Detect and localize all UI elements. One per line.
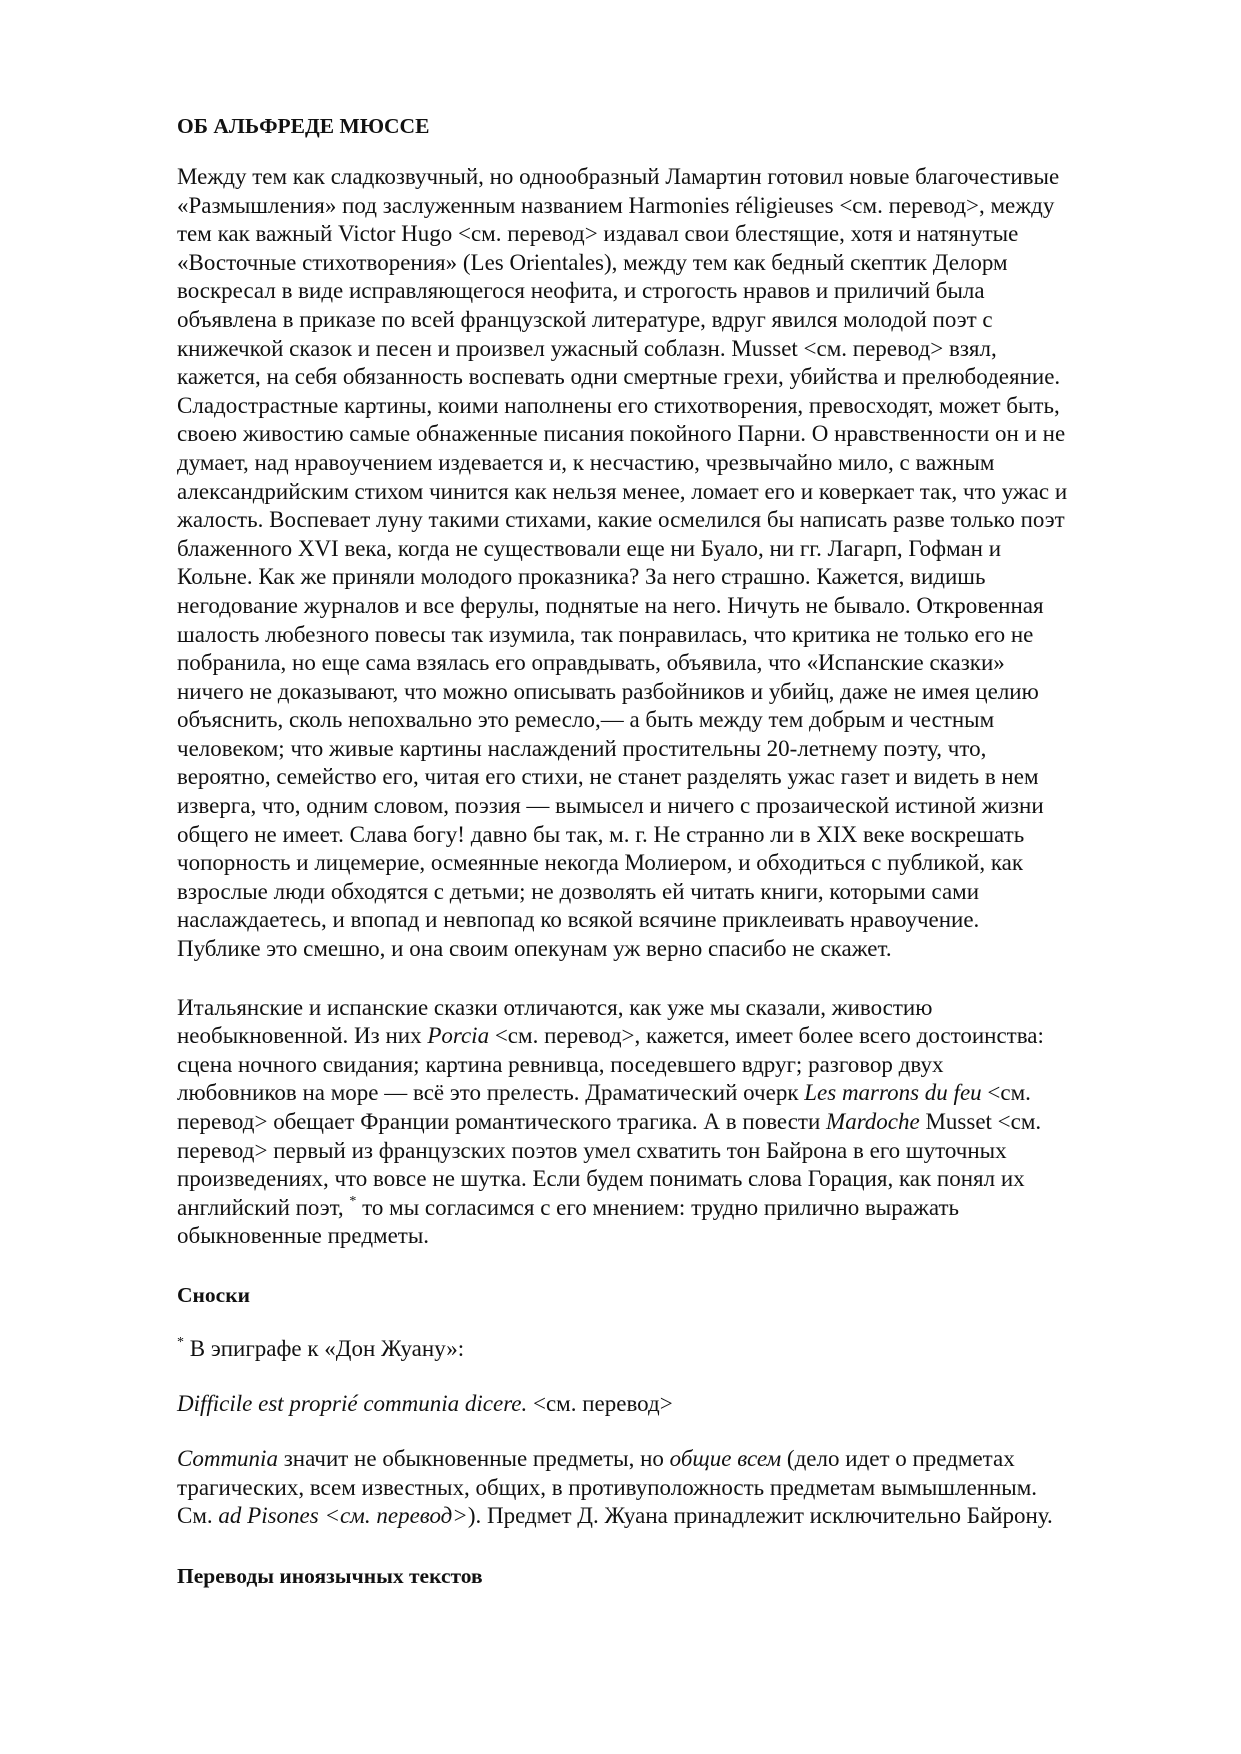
paragraph-line <box>177 1137 1167 1166</box>
paragraph-line <box>177 1022 1167 1051</box>
paragraph-line: Сладострастные картины, коими наполнены его стихотворения, превосходят, может быть, <box>177 392 1060 418</box>
text-run: <см. перевод>, кажется, имеет более всего достоинства: <box>489 1023 1044 1049</box>
text-run: Итальянские и испанские сказки отличаются, как уже мы сказали, живостию <box>177 994 933 1020</box>
text-run: См. <box>177 1503 219 1529</box>
text-run: произведениях, что вовсе не шутка. Если будем понимать слова Горация, как понял их <box>177 1166 1025 1192</box>
footnote-marker: * <box>177 1334 184 1350</box>
text-run: необыкновенной. Из них <box>177 1023 428 1049</box>
footnotes-heading: Сноски <box>177 1282 250 1307</box>
paragraph-line: ничего не доказывают, что можно описывать разбойников и убийц, даже не имея целию <box>177 678 1039 704</box>
footnote-reference[interactable]: * <box>349 1193 357 1209</box>
paragraph-line: человеком; что живые картины наслаждений простительны 20-летнему поэту, что, <box>177 735 987 761</box>
text-run: значит не обыкновенные предметы, но <box>277 1446 670 1472</box>
latin-quote: Difficile est proprié communia dicere. <box>177 1390 528 1416</box>
footnote-explanation <box>177 1445 1167 1531</box>
paragraph-line: жалость. Воспевает луну такими стихами, какие осмелился бы написать разве только поэт <box>177 507 1065 533</box>
paragraph-line: александрийским стихом чинится как нельзя менее, ломает его и коверкает так, что ужас и <box>177 478 1068 504</box>
text-run: любовников на море — всё это прелесть. Драматический очерк <box>177 1080 805 1106</box>
text-run: Musset <см. <box>919 1109 1042 1134</box>
paragraph-line: тем как важный Victor Hugo <см. перевод> издавал свои блестящие, хотя и натянутые <box>177 221 1019 247</box>
paragraph-line <box>177 1194 1167 1223</box>
footnote-quote <box>177 1390 1167 1419</box>
paragraph-line <box>177 1108 1167 1137</box>
italic-title-mardoche: Mardoche <box>826 1109 920 1134</box>
paragraph-line: Публике это смешно, и она своим опекунам уж верно спасибо не скажет. <box>177 936 892 962</box>
paragraph-line: вероятно, семейство его, читая его стихи, не станет разделять ужас газет и видеть в нем <box>177 764 1039 790</box>
paragraph-line <box>177 1474 1167 1503</box>
italic-title-porcia: Porcia <box>427 1023 490 1049</box>
text-run: обыкновенные предметы. <box>177 1223 430 1249</box>
paragraph-line: блаженного XVI века, когда не существовали еще ни Буало, ни гг. Лагарп, Гофман и <box>177 535 1002 561</box>
italic-term: Communia <box>177 1446 278 1472</box>
paragraph-line: своею живостию самые обнаженные писания покойного Парни. О нравственности он и не <box>177 421 1066 447</box>
paragraph-line <box>177 994 1167 1023</box>
body-paragraph-1 <box>177 163 1167 964</box>
paragraph-line: шалость любезного повесы так изумила, так понравилась, что критика не только его не <box>177 621 1034 647</box>
paragraph-line: думает, над нравоучением издевается и, к несчастию, чрезвычайно мило, с важным <box>177 449 995 475</box>
paragraph-line: «Восточные стихотворения» (Les Orientales), между тем как бедный скептик Делорм <box>177 249 1008 275</box>
paragraph-line: объяснить, сколь непохвально это ремесло,— а быть между тем добрым и честным <box>177 707 995 733</box>
paragraph-line: общего не имеет. Слава богу! давно бы так, м. г. Не странно ли в XIX веке воскрешать <box>177 821 1025 847</box>
paragraph-line: взрослые люди обходятся с детьми; не дозволять ей читать книги, которыми сами <box>177 878 980 904</box>
paragraph-line <box>177 1390 1167 1419</box>
footnote-epigraph <box>177 1335 1167 1364</box>
paragraph-line: негодование журналов и все ферулы, поднятые на него. Ничуть не бывало. Откровенная <box>177 592 1044 618</box>
text-run: английский поэт, <box>177 1194 350 1220</box>
text-run: <см. <box>981 1080 1031 1106</box>
paragraph-line: Кольне. Как же приняли молодого проказника? За него страшно. Кажется, видишь <box>177 564 986 590</box>
paragraph-line: кажется, на себя обязанность воспевать одни смертные грехи, убийства и прелюбодеяние. <box>177 364 1061 390</box>
text-run: перевод> обещает Франции романтического трагика. А в повести <box>177 1109 827 1134</box>
text-run: трагических, всем известных, общих, в противуположность предметам вымышленным. <box>177 1474 1038 1500</box>
paragraph-line <box>177 1165 1167 1194</box>
text-run: <см. перевод> <box>527 1390 673 1416</box>
text-run: перевод> первый из французских поэтов умел схватить тон Байрона в его шуточных <box>177 1137 1007 1163</box>
translations-heading: Переводы иноязычных текстов <box>177 1563 483 1588</box>
paragraph-line: «Размышления» под заслуженным названием Harmonies réligieuses <см. перевод>, между <box>177 192 1055 218</box>
text-run: сцена ночного свидания; картина ревнивца, поседевшего вдруг; разговор двух <box>177 1051 944 1077</box>
paragraph-line <box>177 1222 1167 1251</box>
italic-reference: ad Pisones <см. перевод> <box>218 1503 468 1529</box>
paragraph-line <box>177 1051 1167 1080</box>
paragraph-line: книжечкой сказок и песен и произвел ужасный соблазн. Musset <см. перевод> взял, <box>177 335 997 361</box>
paragraph-line: изверга, что, одним словом, поэзия — вымысел и ничего с прозаической истиной жизни <box>177 793 1044 819</box>
paragraph-line <box>177 1445 1167 1474</box>
document-page <box>177 112 1167 1590</box>
paragraph-line: Между тем как сладкозвучный, но однообразный Ламартин готовил новые благочестивые <box>177 164 1060 189</box>
document-title: ОБ АЛЬФРЕДЕ МЮССЕ <box>177 114 430 138</box>
paragraph-line <box>177 1079 1167 1108</box>
body-paragraph-2 <box>177 994 1167 1251</box>
paragraph-line: объявлена в приказе по всей французской литературе, вдруг явился молодой поэт с <box>177 306 993 332</box>
text-run: (дело идет о предметах <box>781 1446 1015 1472</box>
paragraph-line: воскресал в виде исправляющегося неофита, и строгость нравов и приличий была <box>177 278 985 304</box>
text-run: ). Предмет Д. Жуана принадлежит исключительно Байрону. <box>467 1503 1053 1529</box>
paragraph-line <box>177 1502 1167 1531</box>
text-run: то мы согласимся с его мнением: трудно прилично выражать <box>356 1194 960 1220</box>
paragraph-line: наслаждаетесь, и впопад и невпопад ко всякой всячине приклеивать нравоучение. <box>177 907 980 933</box>
italic-title-les-marrons: Les marrons du feu <box>804 1080 982 1106</box>
paragraph-line <box>177 1335 1167 1364</box>
text-run: В эпиграфе к «Дон Жуану»: <box>184 1335 465 1361</box>
paragraph-line: чопорность и лицемерие, осмеянные некогда Молиером, и обходиться с публикой, как <box>177 850 1024 876</box>
italic-term: общие всем <box>669 1446 782 1472</box>
paragraph-line: побранила, но еще сама взялась его оправдывать, объявила, что «Испанские сказки» <box>177 650 1005 676</box>
